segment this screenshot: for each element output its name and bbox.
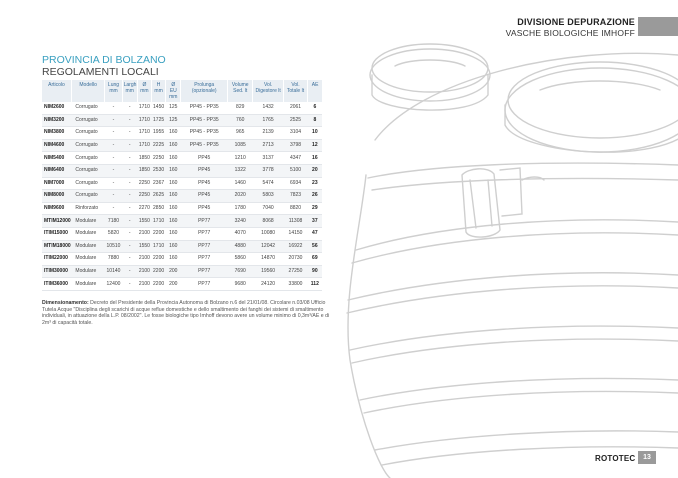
table-cell: Modulare xyxy=(71,265,104,278)
column-header: Ø EU mm xyxy=(166,80,181,102)
table-cell: NIM3200 xyxy=(42,114,71,127)
table-cell: 1710 xyxy=(152,215,166,228)
table-cell: PP45 xyxy=(181,177,228,190)
table-cell: - xyxy=(105,102,122,114)
table-cell: - xyxy=(105,139,122,152)
table-cell: - xyxy=(105,202,122,215)
footer-brand: ROTOTEC xyxy=(595,454,636,463)
table-cell: 160 xyxy=(166,139,181,152)
table-cell: 1460 xyxy=(228,177,253,190)
table-cell: - xyxy=(122,139,137,152)
column-header: Modello xyxy=(71,80,104,102)
table-cell: 2100 xyxy=(137,227,151,240)
table-cell: NIM6400 xyxy=(42,164,71,177)
table-row xyxy=(42,227,322,240)
table-cell: - xyxy=(105,164,122,177)
table-cell: 160 xyxy=(166,164,181,177)
table-cell: - xyxy=(105,127,122,140)
table-cell: PP77 xyxy=(181,253,228,266)
header-accent-bar xyxy=(638,17,678,36)
table-cell: - xyxy=(122,114,137,127)
table-cell: PP45 - PP35 xyxy=(181,139,228,152)
table-cell: 200 xyxy=(166,278,181,291)
table-cell: - xyxy=(122,278,137,291)
table-cell: ITIM22000 xyxy=(42,253,71,266)
spec-table xyxy=(42,80,322,291)
table-cell: - xyxy=(105,114,122,127)
table-cell: NIM2600 xyxy=(42,102,71,114)
table-cell: 33800 xyxy=(283,278,307,291)
table-cell: 829 xyxy=(228,102,253,114)
table-cell: 4347 xyxy=(283,152,307,165)
table-cell: Corrugato xyxy=(71,102,104,114)
table-cell: Modulare xyxy=(71,240,104,253)
page-number: 13 xyxy=(638,451,656,464)
table-cell: Modulare xyxy=(71,253,104,266)
table-row xyxy=(42,265,322,278)
table-cell: 7690 xyxy=(228,265,253,278)
column-header: Vol. Totale lt xyxy=(283,80,307,102)
sizing-notes xyxy=(42,300,332,326)
table-cell: - xyxy=(122,240,137,253)
table-cell: 37 xyxy=(308,215,322,228)
table-cell: Corrugato xyxy=(71,127,104,140)
division-subtitle: VASCHE BIOLOGICHE IMHOFF xyxy=(505,28,635,38)
table-cell: 3104 xyxy=(283,127,307,140)
table-cell: 1710 xyxy=(152,240,166,253)
table-cell: 1850 xyxy=(137,164,151,177)
table-cell: 1450 xyxy=(152,102,166,114)
table-cell: 2367 xyxy=(152,177,166,190)
table-cell: - xyxy=(105,177,122,190)
table-cell: 2200 xyxy=(152,278,166,291)
table-cell: 3798 xyxy=(283,139,307,152)
table-cell: 112 xyxy=(308,278,322,291)
column-header: Vol. Digestore lt xyxy=(253,80,283,102)
table-cell: 10 xyxy=(308,127,322,140)
table-cell: 19560 xyxy=(253,265,283,278)
table-cell: 1725 xyxy=(152,114,166,127)
table-cell: 3778 xyxy=(253,164,283,177)
notes-text: Decreto del Presidente della Provincia Autonoma di Bolzano n.6 del 21/01/08. Circolare n.03/08 Ufficio Tutela Acque "Disciplina degli scarichi di acque reflue domestiche e dello smaltimento dei fanghi dei sistemi di smaltimento individuali, in attuazione della L.P. 08/2002". Le fosse biologiche tipo Imhoff devono avere un volume minimo di 0,3m³/AE e di 2m³ di capacità totale. xyxy=(42,300,330,326)
table-cell: - xyxy=(122,227,137,240)
table-cell: Corrugato xyxy=(71,139,104,152)
table-cell: 10080 xyxy=(253,227,283,240)
table-cell: 12 xyxy=(308,139,322,152)
table-cell: 1550 xyxy=(137,240,151,253)
table-cell: MTIM18000 xyxy=(42,240,71,253)
table-cell: 1710 xyxy=(137,139,151,152)
table-cell: 1850 xyxy=(137,152,151,165)
table-cell: 2250 xyxy=(137,177,151,190)
table-cell: 2020 xyxy=(228,190,253,203)
table-cell: - xyxy=(122,177,137,190)
table-cell: - xyxy=(122,152,137,165)
table-cell: 2139 xyxy=(253,127,283,140)
table-cell: - xyxy=(122,127,137,140)
section-subtitle: REGOLAMENTI LOCALI xyxy=(42,66,159,78)
table-cell: 12042 xyxy=(253,240,283,253)
table-cell: Rinforzato xyxy=(71,202,104,215)
table-cell: - xyxy=(122,102,137,114)
table-cell: ITIM30000 xyxy=(42,265,71,278)
table-cell: 90 xyxy=(308,265,322,278)
table-cell: 23 xyxy=(308,177,322,190)
table-cell: 5100 xyxy=(283,164,307,177)
table-cell: PP77 xyxy=(181,240,228,253)
table-cell: 1432 xyxy=(253,102,283,114)
table-cell: - xyxy=(122,215,137,228)
table-cell: 27250 xyxy=(283,265,307,278)
table-row xyxy=(42,127,322,140)
table-cell: 20730 xyxy=(283,253,307,266)
division-title: DIVISIONE DEPURAZIONE xyxy=(517,17,635,27)
table-cell: - xyxy=(105,152,122,165)
table-cell: PP77 xyxy=(181,227,228,240)
table-cell: NIM8000 xyxy=(42,190,71,203)
table-cell: 200 xyxy=(166,265,181,278)
section-heading xyxy=(42,54,166,78)
table-cell: NIM5400 xyxy=(42,152,71,165)
table-cell: 1765 xyxy=(253,114,283,127)
table-row xyxy=(42,177,322,190)
table-row xyxy=(42,240,322,253)
column-header: Prolunga (opzionale) xyxy=(181,80,228,102)
table-cell: 160 xyxy=(166,240,181,253)
table-cell: 1210 xyxy=(228,152,253,165)
table-cell: 2270 xyxy=(137,202,151,215)
table-cell: NIM4600 xyxy=(42,139,71,152)
table-cell: 24120 xyxy=(253,278,283,291)
table-cell: 8068 xyxy=(253,215,283,228)
column-header: AE xyxy=(308,80,322,102)
table-cell: 7880 xyxy=(105,253,122,266)
table-cell: 125 xyxy=(166,114,181,127)
table-cell: 20 xyxy=(308,164,322,177)
table-cell: PP45 xyxy=(181,164,228,177)
table-cell: 7040 xyxy=(253,202,283,215)
table-cell: 4070 xyxy=(228,227,253,240)
table-cell: 26 xyxy=(308,190,322,203)
table-cell: Corrugato xyxy=(71,177,104,190)
table-cell: 160 xyxy=(166,177,181,190)
table-cell: 2850 xyxy=(152,202,166,215)
table-cell: 10510 xyxy=(105,240,122,253)
table-cell: 3137 xyxy=(253,152,283,165)
table-cell: 1710 xyxy=(137,127,151,140)
table-cell: 4880 xyxy=(228,240,253,253)
table-cell: 3240 xyxy=(228,215,253,228)
table-cell: 160 xyxy=(166,127,181,140)
table-cell: 11308 xyxy=(283,215,307,228)
page-header xyxy=(506,17,635,39)
table-cell: PP45 xyxy=(181,190,228,203)
table-cell: 47 xyxy=(308,227,322,240)
table-cell: 2525 xyxy=(283,114,307,127)
table-cell: 2625 xyxy=(152,190,166,203)
table-cell: 1710 xyxy=(137,114,151,127)
table-cell: 160 xyxy=(166,202,181,215)
table-cell: 5820 xyxy=(105,227,122,240)
notes-label: Dimensionamento: xyxy=(42,300,89,306)
table-cell: PP77 xyxy=(181,278,228,291)
table-cell: 2200 xyxy=(152,253,166,266)
table-cell: 5860 xyxy=(228,253,253,266)
table-cell: 760 xyxy=(228,114,253,127)
table-cell: PP45 xyxy=(181,202,228,215)
table-row xyxy=(42,139,322,152)
table-row xyxy=(42,215,322,228)
table-header-row xyxy=(42,80,322,102)
table-row xyxy=(42,164,322,177)
table-cell: Modulare xyxy=(71,278,104,291)
table-cell: NIM3800 xyxy=(42,127,71,140)
table-cell: 160 xyxy=(166,152,181,165)
table-cell: 14870 xyxy=(253,253,283,266)
table-cell: 6934 xyxy=(283,177,307,190)
table-row xyxy=(42,278,322,291)
table-cell: NIM9600 xyxy=(42,202,71,215)
table-cell: 5803 xyxy=(253,190,283,203)
column-header: Lung mm xyxy=(105,80,122,102)
table-cell: 2250 xyxy=(137,190,151,203)
table-cell: ITIM36000 xyxy=(42,278,71,291)
table-cell: Corrugato xyxy=(71,190,104,203)
table-cell: 2200 xyxy=(152,227,166,240)
table-cell: PP45 - PP35 xyxy=(181,127,228,140)
table-cell: Corrugato xyxy=(71,164,104,177)
table-cell: 6 xyxy=(308,102,322,114)
table-cell: 2061 xyxy=(283,102,307,114)
table-cell: PP45 - PP35 xyxy=(181,102,228,114)
table-cell: 16922 xyxy=(283,240,307,253)
table-cell: 5474 xyxy=(253,177,283,190)
table-cell: NIM7000 xyxy=(42,177,71,190)
column-header: Volume Sed. lt xyxy=(228,80,253,102)
table-cell: 29 xyxy=(308,202,322,215)
section-title: PROVINCIA DI BOLZANO xyxy=(42,54,166,66)
table-cell: 8820 xyxy=(283,202,307,215)
table-row xyxy=(42,152,322,165)
table-cell: 8 xyxy=(308,114,322,127)
table-cell: ITIM15000 xyxy=(42,227,71,240)
table-cell: 1780 xyxy=(228,202,253,215)
table-cell: 56 xyxy=(308,240,322,253)
table-cell: PP45 - PP35 xyxy=(181,114,228,127)
column-header: Articolo xyxy=(42,80,71,102)
table-cell: 2713 xyxy=(253,139,283,152)
table-cell: 125 xyxy=(166,102,181,114)
table-cell: 1085 xyxy=(228,139,253,152)
column-header: Largh mm xyxy=(122,80,137,102)
table-cell: 2250 xyxy=(152,152,166,165)
table-cell: 1710 xyxy=(137,102,151,114)
table-cell: 1550 xyxy=(137,215,151,228)
table-body xyxy=(42,102,322,290)
table-cell: - xyxy=(122,202,137,215)
table-cell: 69 xyxy=(308,253,322,266)
table-cell: 2100 xyxy=(137,253,151,266)
table-cell: 1955 xyxy=(152,127,166,140)
table-cell: 2100 xyxy=(137,278,151,291)
table-cell: 7823 xyxy=(283,190,307,203)
table-cell: - xyxy=(122,164,137,177)
table-cell: MTIM12000 xyxy=(42,215,71,228)
table-cell: 10140 xyxy=(105,265,122,278)
table-cell: 2200 xyxy=(152,265,166,278)
table-cell: 2100 xyxy=(137,265,151,278)
table-row xyxy=(42,202,322,215)
table-cell: - xyxy=(122,253,137,266)
table-cell: 9680 xyxy=(228,278,253,291)
table-cell: 12400 xyxy=(105,278,122,291)
table-cell: - xyxy=(122,265,137,278)
table-cell: - xyxy=(105,190,122,203)
table-cell: 1322 xyxy=(228,164,253,177)
table-cell: 7180 xyxy=(105,215,122,228)
table-cell: 160 xyxy=(166,227,181,240)
column-header: H mm xyxy=(152,80,166,102)
table-cell: Corrugato xyxy=(71,114,104,127)
table-cell: PP77 xyxy=(181,265,228,278)
table-cell: PP45 xyxy=(181,152,228,165)
table-cell: Modulare xyxy=(71,227,104,240)
table-cell: 2225 xyxy=(152,139,166,152)
table-cell: 965 xyxy=(228,127,253,140)
table-cell: 160 xyxy=(166,253,181,266)
table-cell: 160 xyxy=(166,190,181,203)
table-cell: Corrugato xyxy=(71,152,104,165)
table-row xyxy=(42,102,322,114)
table-cell: 16 xyxy=(308,152,322,165)
table-cell: Modulare xyxy=(71,215,104,228)
table-row xyxy=(42,253,322,266)
table-cell: 160 xyxy=(166,215,181,228)
table-cell: PP77 xyxy=(181,215,228,228)
table-cell: 2530 xyxy=(152,164,166,177)
table-row xyxy=(42,190,322,203)
table-cell: 14150 xyxy=(283,227,307,240)
table-cell: - xyxy=(122,190,137,203)
table-row xyxy=(42,114,322,127)
column-header: Ø mm xyxy=(137,80,151,102)
